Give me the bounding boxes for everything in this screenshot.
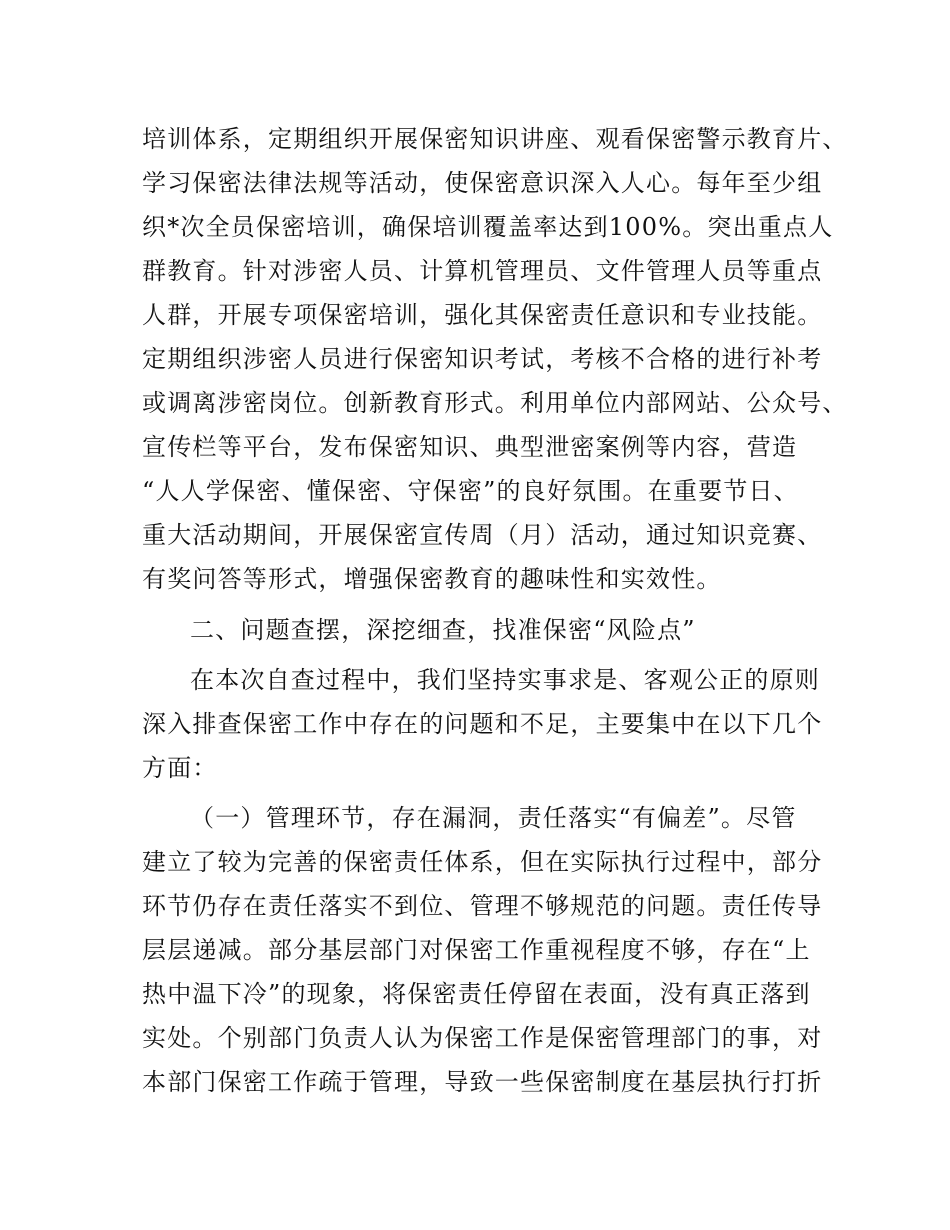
text-line: 深入排查保密工作中存在的问题和不足，主要集中在以下几个 (142, 710, 823, 738)
text-line: 层层递减。部分基层部门对保密工作重视程度不够，存在“上 (142, 936, 811, 964)
text-line: 织*次全员保密培训，确保培训覆盖率达到100%。突出重点人 (142, 213, 834, 241)
text-line: 本部门保密工作疏于管理，导致一些保密制度在基层执行打折 (142, 1068, 823, 1096)
text-line: 人群，开展专项保密培训，强化其保密责任意识和专业技能。 (142, 301, 823, 329)
subsection-first-line: （一）管理环节，存在漏洞，责任落实“有偏差”。尽管 (190, 804, 797, 832)
text-line: 重大活动期间，开展保密宣传周（月）活动，通过知识竞赛、 (142, 521, 823, 549)
text-line: 培训体系，定期组织开展保密知识讲座、观看保密警示教育片、 (142, 125, 848, 153)
text-line: “人人学保密、懂保密、守保密”的良好氛围。在重要节日、 (142, 477, 799, 505)
text-line: 学习保密法律法规等活动，使保密意识深入人心。每年至少组 (142, 169, 823, 197)
text-line: 或调离涉密岗位。创新教育形式。利用单位内部网站、公众号、 (142, 389, 848, 417)
paragraph-first-line: 在本次自查过程中，我们坚持实事求是、客观公正的原则 (190, 666, 820, 694)
text-line: 热中温下冷”的现象，将保密责任停留在表面，没有真正落到 (142, 980, 811, 1008)
text-line: 宣传栏等平台，发布保密知识、典型泄密案例等内容，营造 (142, 433, 798, 461)
text-line: 建立了较为完善的保密责任体系，但在实际执行过程中，部分 (142, 848, 823, 876)
text-line: 实处。个别部门负责人认为保密工作是保密管理部门的事，对 (142, 1024, 823, 1052)
text-line: 方面： (142, 754, 218, 782)
text-line: 定期组织涉密人员进行保密知识考试，考核不合格的进行补考 (142, 345, 823, 373)
text-line: 群教育。针对涉密人员、计算机管理员、文件管理人员等重点 (142, 257, 823, 285)
text-line: 有奖问答等形式，增强保密教育的趣味性和实效性。 (142, 565, 722, 593)
text-line: 环节仍存在责任落实不到位、管理不够规范的问题。责任传导 (142, 892, 823, 920)
section-heading: 二、问题查摆，深挖细查，找准保密“风险点” (190, 616, 696, 644)
